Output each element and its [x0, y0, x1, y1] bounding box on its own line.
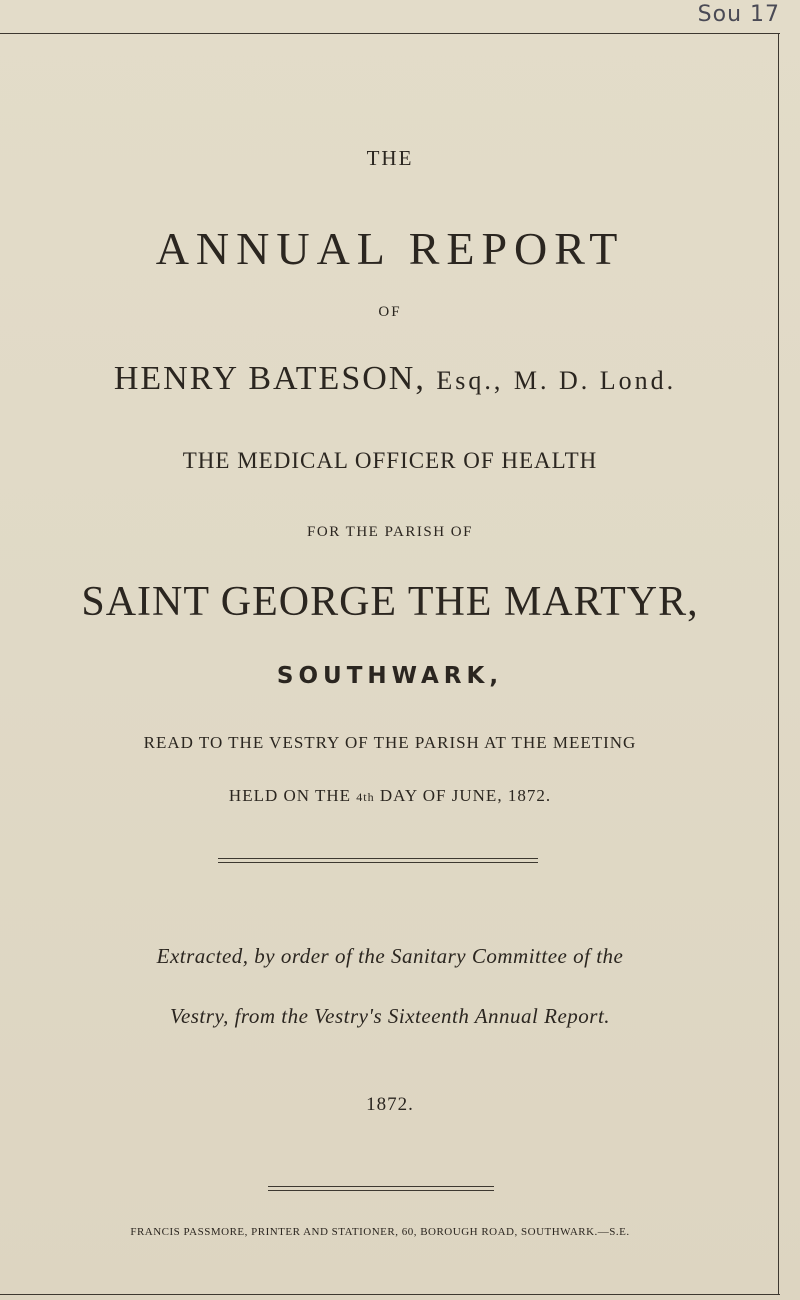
district-name: SOUTHWARK, [276, 663, 504, 689]
author-line [0, 360, 790, 398]
shelfmark-annotation: Sou 17 [697, 2, 780, 27]
meeting-date-day: 4th [356, 790, 375, 804]
parish-name: SAINT GEORGE THE MARTYR, [81, 579, 699, 625]
bottom-border-rule [0, 1294, 780, 1295]
publication-year: 1872. [366, 1094, 414, 1115]
meeting-date-prefix: HELD ON THE [228, 786, 352, 805]
report-title: ANNUAL REPORT [155, 223, 625, 274]
title-of: OF [378, 304, 402, 320]
meeting-date-line [0, 786, 780, 806]
top-border-rule [0, 33, 780, 34]
author-degree: M. D. Lond. [513, 366, 677, 395]
author-name: HENRY BATESON, [113, 360, 426, 397]
printer-imprint: FRANCIS PASSMORE, PRINTER AND STATIONER, 60, BOROUGH ROAD, SOUTHWARK.—S.E. [130, 1226, 630, 1238]
title-the: THE [366, 146, 414, 170]
extract-note-line2: Vestry, from the Vestry's Sixteenth Annual Report. [169, 1004, 611, 1028]
double-rule-divider-lower [268, 1186, 494, 1187]
meeting-line: READ TO THE VESTRY OF THE PARISH AT THE MEETING [143, 733, 637, 752]
extract-note-line1: Extracted, by order of the Sanitary Committee of the [156, 944, 624, 968]
for-parish-line: FOR THE PARISH OF [307, 524, 473, 540]
office-title: THE MEDICAL OFFICER OF HEALTH [182, 448, 598, 473]
author-esq: Esq., [436, 366, 504, 395]
meeting-date-suffix: DAY OF JUNE, 1872. [379, 786, 552, 805]
double-rule-divider [218, 858, 538, 859]
